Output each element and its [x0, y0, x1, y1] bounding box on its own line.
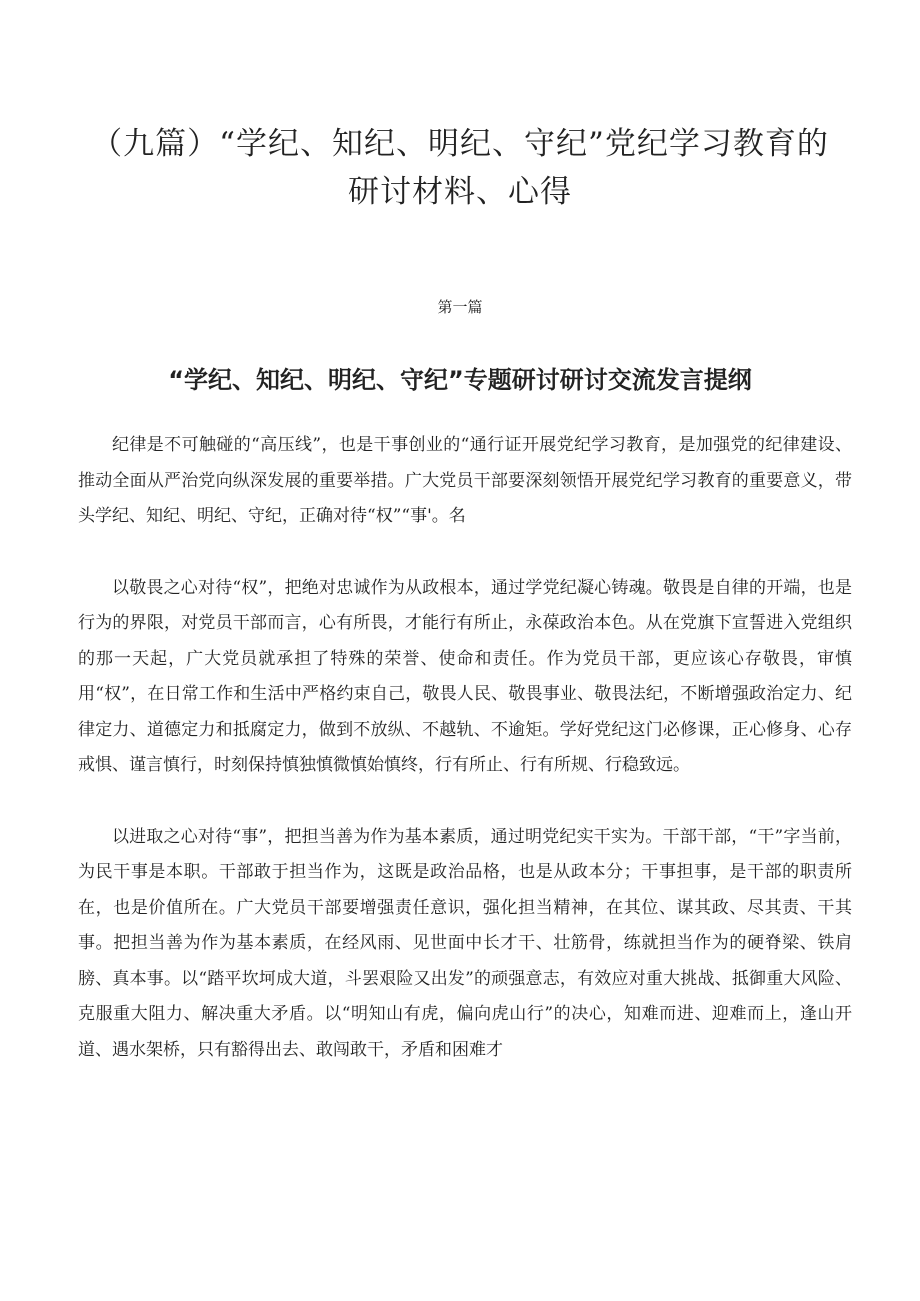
document-title: （九篇）“学纪、知纪、明纪、守纪”党纪学习教育的研讨材料、心得: [91, 126, 829, 210]
section-label: 第一篇: [437, 298, 483, 316]
document-body: [78, 428, 852, 1104]
paragraph-2: 以敬畏之心对待“权”，把绝对忠诚作为从政根本，通过学党纪凝心铸魂。敬畏是自律的开端，也是行为的界限，对党员干部而言，心有所畏，才能行有所止，永葆政治本色。从在党旗下宣誓进入党组织的那一天起，广大党员就承担了特殊的荣誉、使命和责任。作为党员干部，更应该心存敬畏，审慎用“权”，在日常工作和生活中严格约束自己，敬畏人民、敬畏事业、敬畏法纪，不断增强政治定力、纪律定力、道德定力和抵腐定力，做到不放纵、不越轨、不逾矩。学好党纪这门必修课，正心修身、心存戒惧、谨言慎行，时刻保持慎独慎微慎始慎终，行有所止、行有所规、行稳致远。: [78, 577, 852, 775]
section-subtitle: “学纪、知纪、明纪、守纪”专题研讨研讨交流发言提纲: [168, 366, 752, 394]
paragraph-1: 纪律是不可触碰的“高压线”，也是干事创业的“通行证开展党纪学习教育，是加强党的纪律建设、推动全面从严治党向纵深发展的重要举措。广大党员干部要深刻领悟开展党纪学习教育的重要意义，带头学纪、知纪、明纪、守纪，正确对待“权”“事'。名: [78, 435, 852, 526]
paragraph-3: 以进取之心对待“事”，把担当善为作为基本素质，通过明党纪实干实为。干部干部，“干”字当前，为民干事是本职。干部敢于担当作为，这既是政治品格，也是从政本分；干事担事，是干部的职责所在，也是价值所在。广大党员干部要增强责任意识，强化担当精神，在其位、谋其政、尽其责、干其事。把担当善为作为基本素质，在经风雨、见世面中长才干、壮筋骨，练就担当作为的硬脊梁、铁肩膀、真本事。以“踏平坎坷成大道，斗罢艰险又出发”的顽强意志，有效应对重大挑战、抵御重大风险、克服重大阻力、解决重大矛盾。以“明知山有虎，偏向虎山行”的决心，知难而进、迎难而上，逢山开道、遇水架桥，只有豁得出去、敢闯敢干，矛盾和困难才: [78, 826, 852, 1060]
